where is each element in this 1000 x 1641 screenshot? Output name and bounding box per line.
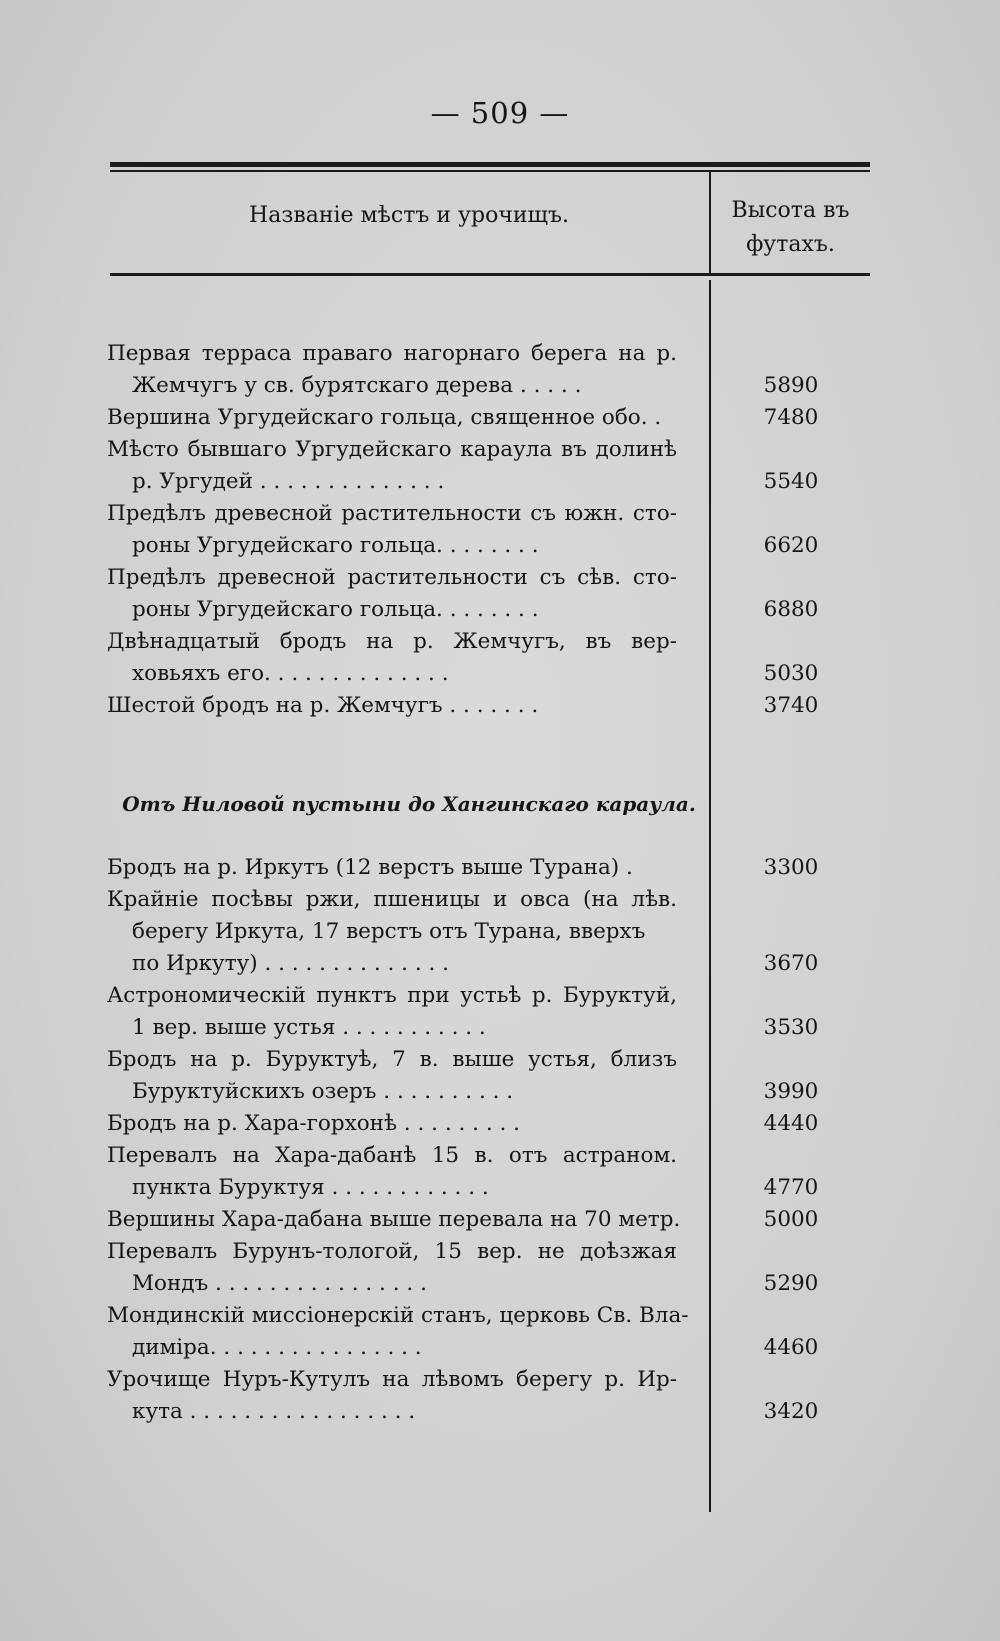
- column-header-height-line1: Высота въ: [731, 198, 850, 223]
- place-name-line: 1 вер. выше устья . . . . . . . . . . .: [132, 1015, 486, 1040]
- height-value: 6880: [763, 597, 819, 622]
- place-name-line: берегу Иркута, 17 верстъ отъ Турана, вверхъ: [132, 919, 646, 944]
- place-name-line: Жемчугъ у св. бурятскаго дерева . . . . .: [132, 373, 582, 398]
- place-name-line: Первая терраса праваго нагорнаго берега на р.: [107, 341, 677, 366]
- height-value: 3420: [763, 1399, 819, 1424]
- height-value: 3990: [763, 1079, 819, 1104]
- place-name-line: по Иркуту) . . . . . . . . . . . . . .: [132, 951, 449, 976]
- column-header-name: Названіе мѣстъ и урочищъ.: [249, 203, 569, 228]
- place-name-line: ховьяхъ его. . . . . . . . . . . . . .: [132, 661, 449, 686]
- place-name-line: Предѣлъ древесной растительности съ южн. сто-: [107, 501, 677, 526]
- place-name-line: пункта Буруктуя . . . . . . . . . . . .: [132, 1175, 489, 1200]
- place-name-line: Шестой бродъ на р. Жемчугъ . . . . . . .: [107, 693, 539, 718]
- height-value: 5030: [763, 661, 819, 686]
- place-name-line: Бродъ на р. Буруктуѣ, 7 в. выше устья, близъ: [107, 1047, 677, 1072]
- body-column-divider: [709, 280, 711, 1512]
- place-name-line: Предѣлъ древесной растительности съ сѣв. сто-: [107, 565, 677, 590]
- height-value: 3300: [763, 855, 819, 880]
- page-number: — 509 —: [430, 96, 570, 130]
- height-value: 3740: [763, 693, 819, 718]
- place-name-line: р. Ургудей . . . . . . . . . . . . . .: [132, 469, 445, 494]
- header-bottom-rule: [110, 273, 870, 276]
- column-header-height: [711, 194, 870, 262]
- place-name-line: Урочище Нуръ-Кутулъ на лѣвомъ берегу р. Ир-: [107, 1367, 677, 1392]
- place-name-line: Вершина Ургудейскаго гольца, священное обо. .: [107, 405, 662, 430]
- height-value: 7480: [763, 405, 819, 430]
- place-name-line: Двѣнадцатый бродъ на р. Жемчугъ, въ вер-: [107, 629, 677, 654]
- place-name-line: Мондинскій миссіонерскій станъ, церковь Св. Вла-: [107, 1303, 689, 1328]
- height-value: 3670: [763, 951, 819, 976]
- place-name-line: Крайніе посѣвы ржи, пшеницы и овса (на лѣв.: [107, 887, 677, 912]
- table-top-rule: [110, 162, 870, 167]
- height-value: 5540: [763, 469, 819, 494]
- height-value: 4460: [763, 1335, 819, 1360]
- height-value: 3530: [763, 1015, 819, 1040]
- place-name-line: диміра. . . . . . . . . . . . . . . .: [132, 1335, 422, 1360]
- height-value: 4770: [763, 1175, 819, 1200]
- place-name-line: роны Ургудейскаго гольца. . . . . . . .: [132, 533, 539, 558]
- height-value: 6620: [763, 533, 819, 558]
- place-name-line: Перевалъ Бурунъ-тологой, 15 вер. не доѣзжая: [107, 1239, 677, 1264]
- place-name-line: Астрономическій пунктъ при устьѣ р. Буруктуй,: [107, 983, 677, 1008]
- place-name-line: Бродъ на р. Хара-горхонѣ . . . . . . . . .: [107, 1111, 520, 1136]
- place-name-line: Мондъ . . . . . . . . . . . . . . . .: [132, 1271, 427, 1296]
- place-name-line: Бродъ на р. Иркутъ (12 верстъ выше Турана) .: [107, 855, 633, 880]
- place-name-line: Перевалъ на Хара-дабанѣ 15 в. отъ астраном.: [107, 1143, 677, 1168]
- place-name-line: роны Ургудейскаго гольца. . . . . . . .: [132, 597, 539, 622]
- section-title: Отъ Ниловой пустыни до Хангинскаго караула.: [122, 792, 696, 816]
- place-name-line: Мѣсто бывшаго Ургудейскаго караула въ долинѣ: [107, 437, 677, 462]
- table-top-rule-thin: [110, 170, 870, 172]
- column-header-height-line2: футахъ.: [746, 232, 835, 257]
- place-name-line: Вершины Хара-дабана выше перевала на 70 метр.: [107, 1207, 681, 1232]
- height-value: 4440: [763, 1111, 819, 1136]
- height-value: 5000: [763, 1207, 819, 1232]
- place-name-line: кута . . . . . . . . . . . . . . . . .: [132, 1399, 416, 1424]
- height-value: 5290: [763, 1271, 819, 1296]
- height-value: 5890: [763, 373, 819, 398]
- place-name-line: Буруктуйскихъ озеръ . . . . . . . . . .: [132, 1079, 514, 1104]
